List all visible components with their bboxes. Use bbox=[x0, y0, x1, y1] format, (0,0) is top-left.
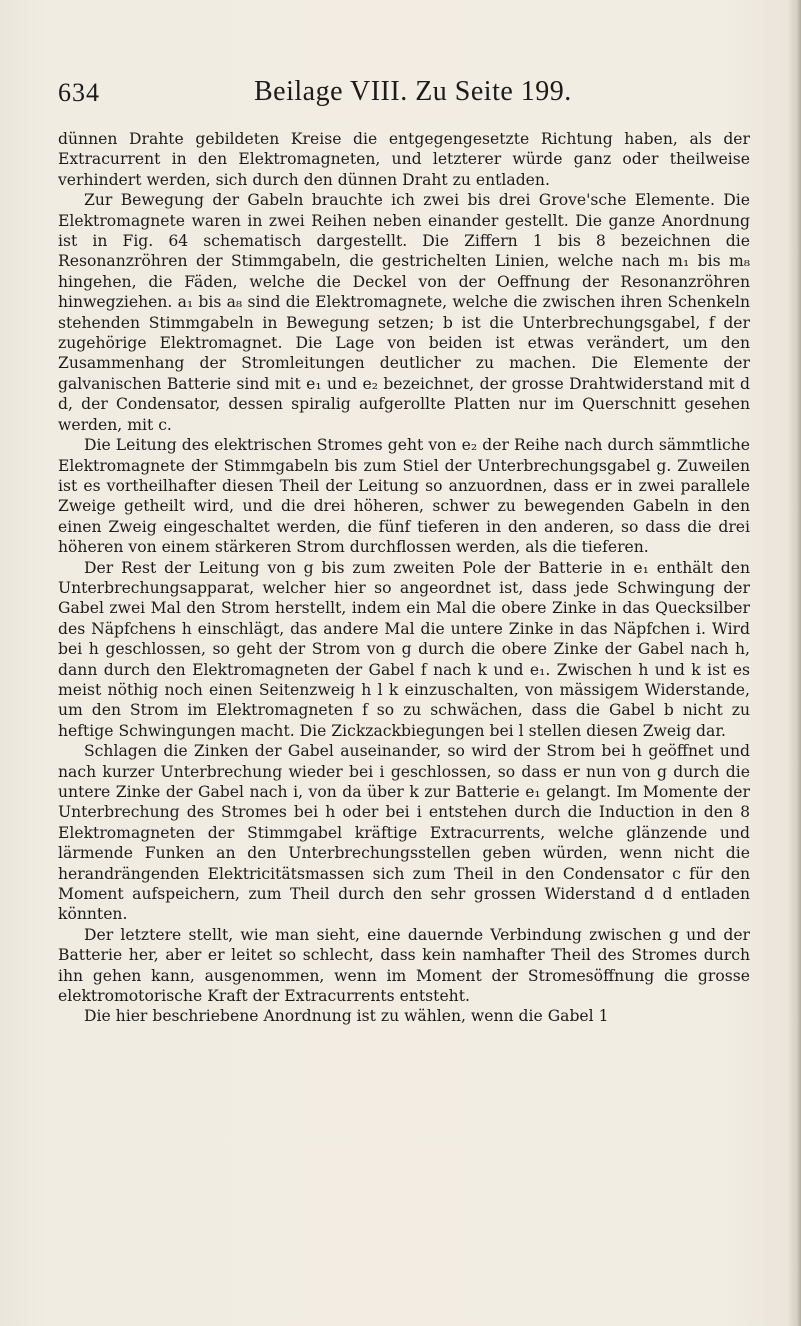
page-header bbox=[58, 76, 750, 116]
paragraph: Die Leitung des elektrischen Stromes geht von e₂ der Reihe nach durch sämmtliche Elektromagnete der Stimmgabeln bis zum Stiel der Unterbrechungsgabel g. Zuweilen ist es vortheilhafter diesen Theil der Leitung so anzuordnen, dass er in zwei parallele Zweige getheilt wird, und die drei höheren, schwer zu bewegenden Gabeln in den einen Zweig eingeschaltet werden, die fünf tieferen in den anderen, so dass die drei höheren von einem stärkeren Strom durchflossen werden, als die tieferen. bbox=[58, 436, 750, 557]
paragraph: dünnen Drahte gebildeten Kreise die entgegengesetzte Richtung haben, als der Extracurrent in den Elektromagneten, und letzterer würde ganz oder theilweise verhindert werden, sich durch den dünnen Draht zu entladen. bbox=[58, 130, 750, 189]
page-number: 634 bbox=[58, 78, 100, 107]
paragraph: Die hier beschriebene Anordnung ist zu wählen, wenn die Gabel 1 bbox=[84, 1007, 609, 1026]
body-text bbox=[58, 129, 750, 1027]
paragraph: Schlagen die Zinken der Gabel auseinander, so wird der Strom bei h geöffnet und nach kurzer Unterbrechung wieder bei i geschlossen, so dass er nun von g durch die untere Zinke der Gabel nach i, von da über k zur Batterie e₁ gelangt. Im Momente der Unterbrechung des Stromes bei h oder bei i entstehen durch die Induction in den 8 Elektromagneten der Stimmgabel kräftige Extracurrents, welche glänzende und lärmende Funken an den Unterbrechungsstellen geben würden, wenn nicht die herandrängenden Elektricitätsmassen sich zum Theil in den Condensator c für den Moment aufspeichern, zum Theil durch den sehr grossen Widerstand d d entladen könnten. bbox=[58, 742, 750, 924]
paragraph: Zur Bewegung der Gabeln brauchte ich zwei bis drei Grove'sche Elemente. Die Elektromagnete waren in zwei Reihen neben einander gestellt. Die ganze Anordnung ist in Fig. 64 schematisch dargestellt. Die Ziffern 1 bis 8 bezeichnen die Resonanzröhren der Stimmgabeln, die gestrichelten Linien, welche nach m₁ bis m₈ hingehen, die Fäden, welche die Deckel von der Oeffnung der Resonanzröhren hinwegziehen. a₁ bis a₈ sind die Elektromagnete, welche die zwischen ihren Schenkeln stehenden Stimmgabeln in Bewegung setzen; b ist die Unterbrechungsgabel, f der zugehörige Elektromagnet. Die Lage von beiden ist etwas verändert, um den Zusammenhang der Stromleitungen deutlicher zu machen. Die Elemente der galvanischen Batterie sind mit e₁ und e₂ bezeichnet, der grosse Drahtwiderstand mit d d, der Condensator, dessen spiralig aufgerollte Platten nur im Querschnitt gesehen werden, mit c. bbox=[58, 191, 750, 434]
running-title: Beilage VIII. Zu Seite 199. bbox=[254, 76, 572, 107]
paragraph: Der letztere stellt, wie man sieht, eine dauernde Verbindung zwischen g und der Batterie her, aber er leitet so schlecht, dass kein namhafter Theil des Stromes durch ihn gehen kann, ausgenommen, wenn im Moment der Stromesöffnung die grosse elektromotorische Kraft der Extracurrents entsteht. bbox=[58, 925, 750, 1006]
paragraph: Der Rest der Leitung von g bis zum zweiten Pole der Batterie in e₁ enthält den Unterbrechungsapparat, welcher hier so angeordnet ist, dass jede Schwingung der Gabel zwei Mal den Strom herstellt, indem ein Mal die obere Zinke in das Quecksilber des Näpfchens h einschlägt, das andere Mal die untere Zinke in das Näpfchen i. Wird bei h geschlossen, so geht der Strom von g durch die obere Zinke der Gabel nach h, dann durch den Elektromagneten der Gabel f nach k und e₁. Zwischen h und k ist es meist nöthig noch einen Seitenzweig h l k einzuschalten, von mässigem Widerstande, um den Strom im Elektromagneten f so zu schwächen, dass die Gabel b nicht zu heftige Schwingungen macht. Die Zickzackbiegungen bei l stellen diesen Zweig dar. bbox=[58, 558, 750, 740]
page-edge-shadow bbox=[787, 0, 801, 1326]
